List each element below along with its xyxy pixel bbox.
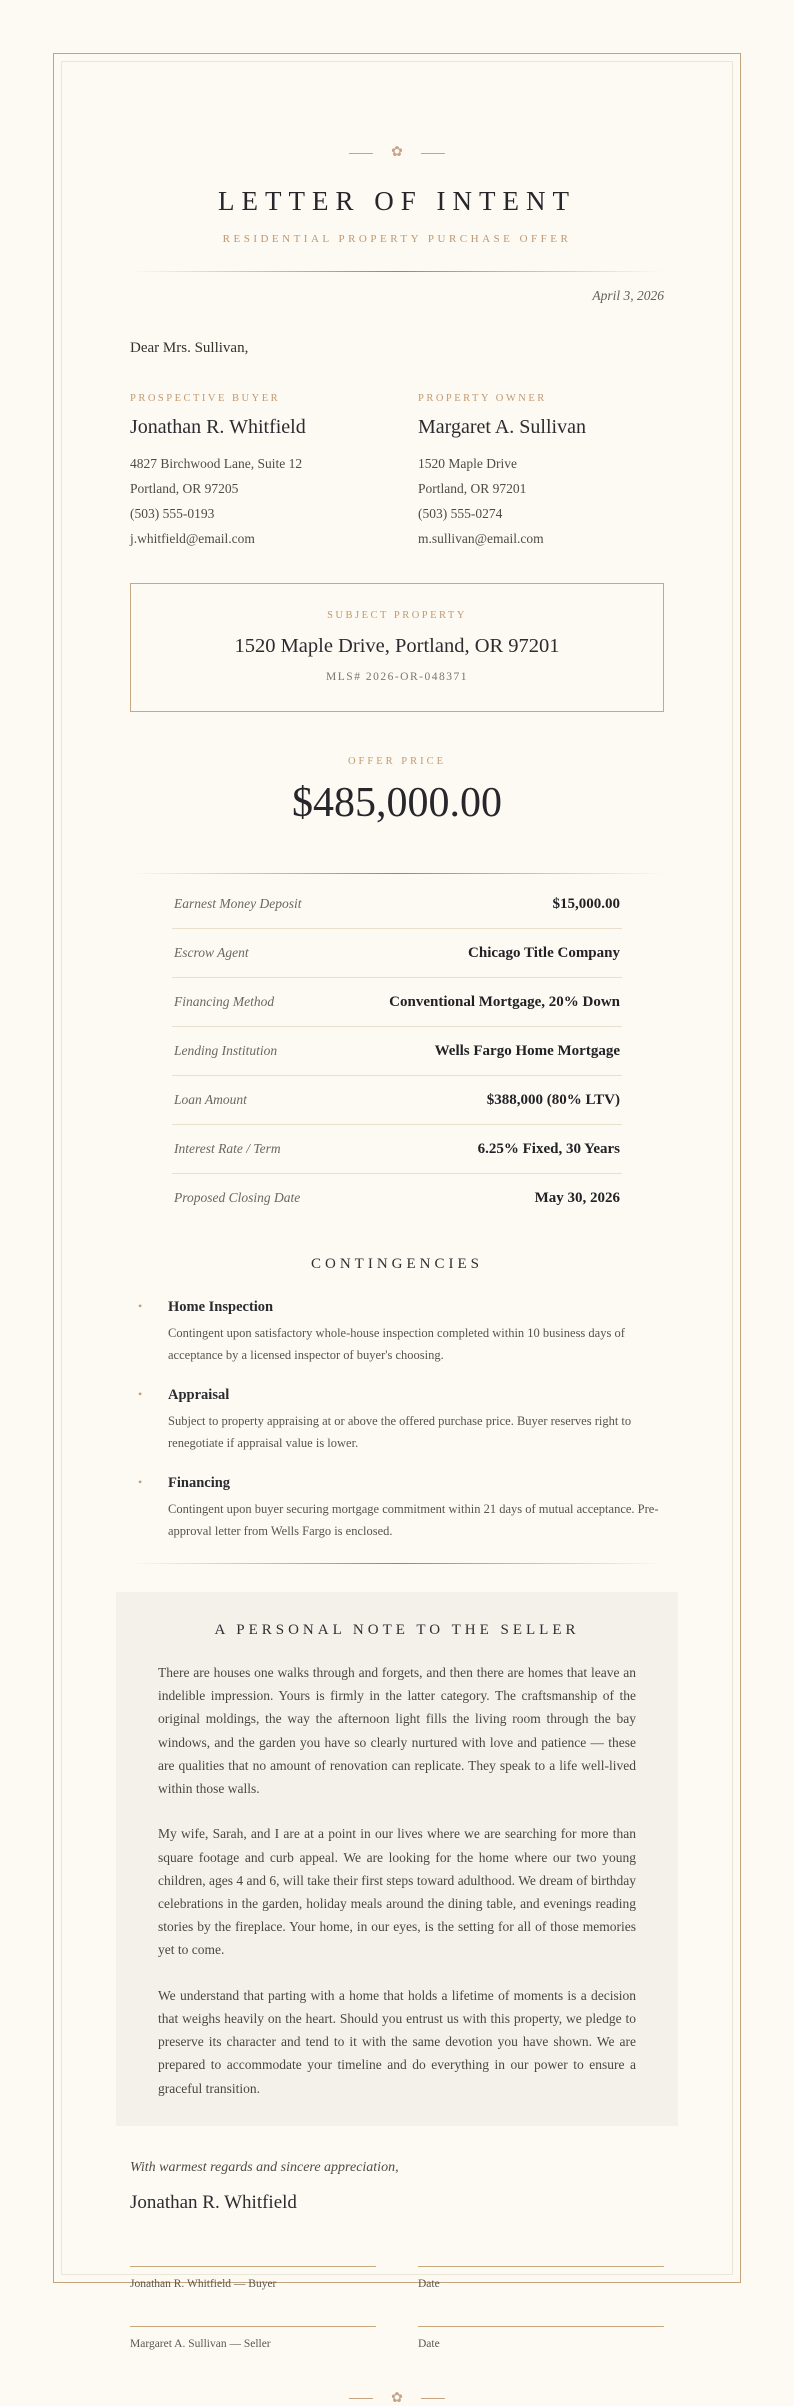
subject-property-label: SUBJECT PROPERTY — [327, 610, 467, 621]
signatory-name: Jonathan R. Whitfield — [130, 2191, 297, 2213]
table-row — [172, 978, 622, 1027]
list-item — [130, 1387, 664, 1454]
term-label: Lending Institution — [174, 1043, 278, 1058]
page-title: LETTER OF INTENT — [218, 186, 576, 216]
contingency-text: Contingent upon buyer securing mortgage commitment within 21 days of mutual acceptance. Pre-approval letter from Wells Fargo is enclosed. — [168, 1502, 659, 1538]
divider — [130, 271, 664, 272]
table-row — [172, 880, 622, 929]
seller-signature-label: Margaret A. Sullivan — Seller — [130, 2337, 271, 2350]
term-value: Conventional Mortgage, 20% Down — [389, 994, 620, 1010]
term-value: May 30, 2026 — [534, 1190, 620, 1206]
contingencies-list — [130, 1299, 664, 1542]
page-subtitle: RESIDENTIAL PROPERTY PURCHASE OFFER — [222, 233, 572, 245]
term-label: Earnest Money Deposit — [174, 896, 302, 911]
seller-signature-line — [130, 2326, 376, 2350]
buyer-address-line: 4827 Birchwood Lane, Suite 12 — [130, 456, 303, 471]
valediction: With warmest regards and sincere appreciation, — [130, 2159, 399, 2175]
bullet-icon: • — [138, 1387, 143, 1401]
ornament-dash-right — [421, 2398, 445, 2399]
buyer-address-line: Portland, OR 97205 — [130, 481, 239, 496]
list-item — [130, 1475, 664, 1542]
subject-property-box — [130, 583, 664, 712]
owner-label: PROPERTY OWNER — [418, 393, 547, 404]
owner-address-line: Portland, OR 97201 — [418, 481, 527, 496]
table-row — [172, 1125, 622, 1174]
signature-block — [130, 2266, 664, 2350]
ornament-dash-left — [349, 2398, 373, 2399]
term-value: Chicago Title Company — [468, 945, 620, 961]
term-label: Proposed Closing Date — [174, 1190, 301, 1205]
offer-price-block — [130, 756, 664, 874]
owner-phone: (503) 555-0274 — [418, 506, 503, 521]
buyer-date-label: Date — [418, 2277, 440, 2290]
table-row — [172, 1027, 622, 1076]
buyer-signature-line — [130, 2266, 376, 2290]
table-row — [172, 1076, 622, 1125]
term-label: Interest Rate / Term — [174, 1141, 281, 1156]
contingency-title: Appraisal — [168, 1387, 230, 1403]
contingency-text: Subject to property appraising at or above the offered purchase price. Buyer reserves right to renegotiate if appraisal value is lower. — [168, 1414, 632, 1450]
personal-note-paragraph: My wife, Sarah, and I are at a point in our lives where we are searching for more than square footage and curb appeal. We are looking for the home where our two young children, ages 4 and 6, will take their first steps toward adulthood. We dream of birthday celebrations in the garden, holiday meals around the dining table, and evenings reading stories by the fireplace. Your home, in our eyes, is the setting for all of those memories yet to come. — [158, 1826, 636, 1958]
ornament-dash-right — [421, 153, 445, 154]
contingency-title: Financing — [168, 1475, 231, 1491]
buyer-signature-label: Jonathan R. Whitfield — Buyer — [130, 2277, 277, 2290]
header-ornament — [130, 146, 664, 160]
owner-email: m.sullivan@email.com — [418, 531, 544, 546]
list-item — [130, 1299, 664, 1366]
letter-date: April 3, 2026 — [592, 288, 664, 303]
term-label: Loan Amount — [174, 1092, 247, 1107]
term-value: Wells Fargo Home Mortgage — [434, 1043, 620, 1059]
owner-address-line: 1520 Maple Drive — [418, 456, 517, 471]
term-label: Financing Method — [174, 994, 275, 1009]
offer-price-amount: $485,000.00 — [292, 780, 502, 826]
owner-name: Margaret A. Sullivan — [418, 416, 586, 438]
term-value: $15,000.00 — [552, 896, 620, 912]
term-value: 6.25% Fixed, 30 Years — [477, 1141, 620, 1157]
personal-note-paragraph: There are houses one walks through and forgets, and then there are homes that leave an indelible impression. Yours is firmly in the latter category. The craftsmanship of the original moldings, the way the afternoon light fills the living room through the bay windows, and the garden you have so clearly nurtured with love and patience — these are qualities that no amount of renovation can replicate. They speak to a life well-lived within those walls. — [158, 1665, 636, 1797]
contingencies-heading: CONTINGENCIES — [311, 1256, 483, 1272]
buyer-block — [130, 393, 376, 551]
offer-price-label: OFFER PRICE — [347, 756, 447, 767]
seller-date-label: Date — [418, 2337, 440, 2350]
bullet-icon: • — [138, 1299, 143, 1313]
contingency-text: Contingent upon satisfactory whole-house inspection completed within 10 business days of acceptance by a licensed inspector of buyer's choosing. — [168, 1326, 625, 1362]
divider — [130, 873, 664, 874]
buyer-phone: (503) 555-0193 — [130, 506, 215, 521]
table-row — [172, 929, 622, 978]
term-label: Escrow Agent — [174, 945, 249, 960]
greeting: Dear Mrs. Sullivan, — [130, 340, 249, 356]
personal-note-paragraph: We understand that parting with a home that holds a lifetime of moments is a decision that weighs heavily on the heart. Should you entrust us with this property, we pledge to preserve its character and tend to it with the same devotion you have shown. We are prepared to accommodate your timeline and do everything in our power to ensure a graceful transition. — [158, 1987, 636, 2096]
flower-icon: ✿ — [391, 145, 403, 160]
table-row — [172, 1174, 622, 1222]
divider — [130, 1563, 664, 1564]
footer-ornament — [130, 2392, 664, 2406]
ornament-dash-left — [349, 153, 373, 154]
letter-body — [61, 61, 733, 2406]
buyer-label: PROSPECTIVE BUYER — [130, 393, 281, 404]
buyer-email: j.whitfield@email.com — [130, 531, 255, 546]
term-value: $388,000 (80% LTV) — [486, 1092, 620, 1108]
owner-block — [418, 393, 664, 551]
terms-table — [172, 880, 622, 1222]
personal-note-heading: A PERSONAL NOTE TO THE SELLER — [214, 1622, 580, 1638]
decorative-outer-frame — [53, 53, 741, 2406]
buyer-date-line — [418, 2266, 664, 2290]
owner-contact-lines — [418, 451, 664, 551]
contingency-title: Home Inspection — [168, 1299, 274, 1315]
buyer-name: Jonathan R. Whitfield — [130, 416, 306, 438]
personal-note-box — [116, 1592, 678, 2126]
parties-block — [130, 393, 664, 551]
flower-icon: ✿ — [391, 2390, 403, 2406]
bullet-icon: • — [138, 1475, 143, 1489]
seller-date-line — [418, 2326, 664, 2350]
subject-property-address: 1520 Maple Drive, Portland, OR 97201 — [234, 635, 560, 657]
subject-property-mls: MLS# 2026-OR-048371 — [326, 671, 468, 683]
buyer-contact-lines — [130, 451, 376, 551]
